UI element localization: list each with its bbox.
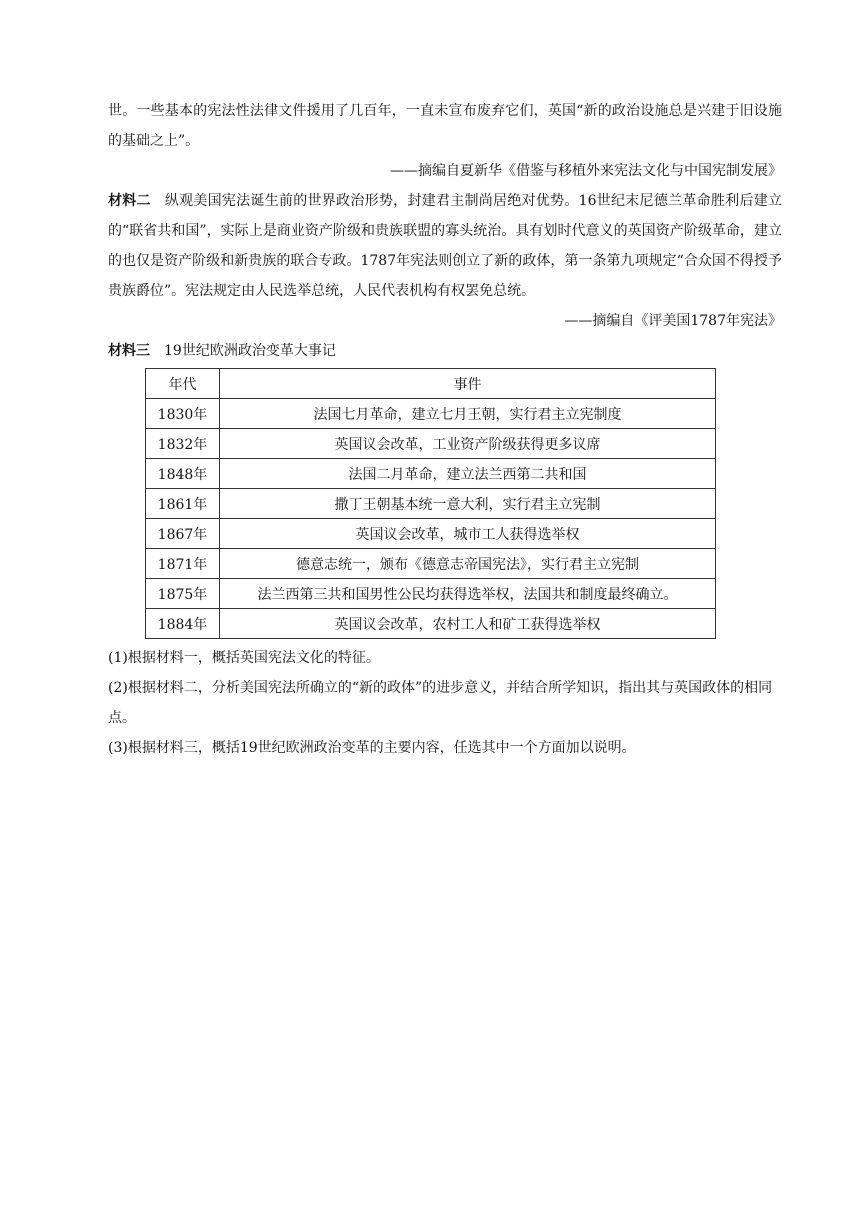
table-header-row bbox=[146, 369, 716, 399]
material-one-text: 世。一些基本的宪法性法律文件援用了几百年，一直未宣布废弃它们，英国“新的政治设施总是兴建于旧设施的基础之上”。 bbox=[108, 103, 782, 149]
row-year: 1830年 bbox=[146, 399, 220, 429]
material-three-label: 材料三 bbox=[108, 343, 150, 359]
material-two-label: 材料二 bbox=[108, 193, 151, 209]
material-two-source: ——摘编自《评美国1787年宪法》 bbox=[564, 313, 782, 329]
table-row bbox=[146, 399, 716, 429]
table-row bbox=[146, 489, 716, 519]
table-row bbox=[146, 579, 716, 609]
row-event: 法国二月革命，建立法兰西第二共和国 bbox=[220, 459, 716, 489]
row-event: 英国议会改革，工业资产阶级获得更多议席 bbox=[220, 429, 716, 459]
header-event: 事件 bbox=[220, 369, 716, 399]
material-three-heading bbox=[108, 336, 782, 366]
row-event: 法兰西第三共和国男性公民均获得选举权，法国共和制度最终确立。 bbox=[220, 579, 716, 609]
material-one-source: ——摘编自夏新华《借鉴与移植外来宪法文化与中国宪制发展》 bbox=[390, 163, 782, 179]
row-year: 1848年 bbox=[146, 459, 220, 489]
question-item: (2)根据材料二，分析美国宪法所确立的“新的政体”的进步意义，并结合所学知识，指出其与英国政体的相同点。 bbox=[108, 680, 773, 726]
document-page bbox=[108, 96, 782, 763]
table-row bbox=[146, 459, 716, 489]
row-year: 1875年 bbox=[146, 579, 220, 609]
row-event: 法国七月革命，建立七月王朝，实行君主立宪制度 bbox=[220, 399, 716, 429]
row-year: 1884年 bbox=[146, 609, 220, 639]
table-row bbox=[146, 519, 716, 549]
row-year: 1871年 bbox=[146, 549, 220, 579]
events-table bbox=[145, 368, 716, 639]
material-three-title: 19世纪欧洲政治变革大事记 bbox=[164, 343, 336, 359]
row-event: 德意志统一，颁布《德意志帝国宪法》，实行君主立宪制 bbox=[220, 549, 716, 579]
row-event: 英国议会改革，城市工人获得选举权 bbox=[220, 519, 716, 549]
row-year: 1867年 bbox=[146, 519, 220, 549]
table-row bbox=[146, 609, 716, 639]
question-item: (1)根据材料一，概括英国宪法文化的特征。 bbox=[108, 650, 380, 666]
row-year: 1832年 bbox=[146, 429, 220, 459]
row-event: 撒丁王朝基本统一意大利，实行君主立宪制 bbox=[220, 489, 716, 519]
row-year: 1861年 bbox=[146, 489, 220, 519]
header-year: 年代 bbox=[146, 369, 220, 399]
row-event: 英国议会改革，农村工人和矿工获得选举权 bbox=[220, 609, 716, 639]
material-two-paragraph bbox=[108, 186, 782, 306]
question-item: (3)根据材料三，概括19世纪欧洲政治变革的主要内容，任选其中一个方面加以说明。 bbox=[108, 740, 636, 756]
material-two-text: 纵观美国宪法诞生前的世界政治形势，封建君主制尚居绝对优势。16世纪末尼德兰革命胜利后建立的“联省共和国”，实际上是商业资产阶级和贵族联盟的寡头统治。具有划时代意义的英国资产阶级革命，建立的也仅是资产阶级和新贵族的联合专政。1787年宪法则创立了新的政体，第一条第九项规定“合众国不得授予贵族爵位”。宪法规定由人民选举总统，人民代表机构有权罢免总统。 bbox=[108, 193, 782, 299]
questions-list bbox=[108, 643, 782, 763]
table-row bbox=[146, 429, 716, 459]
table-row bbox=[146, 549, 716, 579]
